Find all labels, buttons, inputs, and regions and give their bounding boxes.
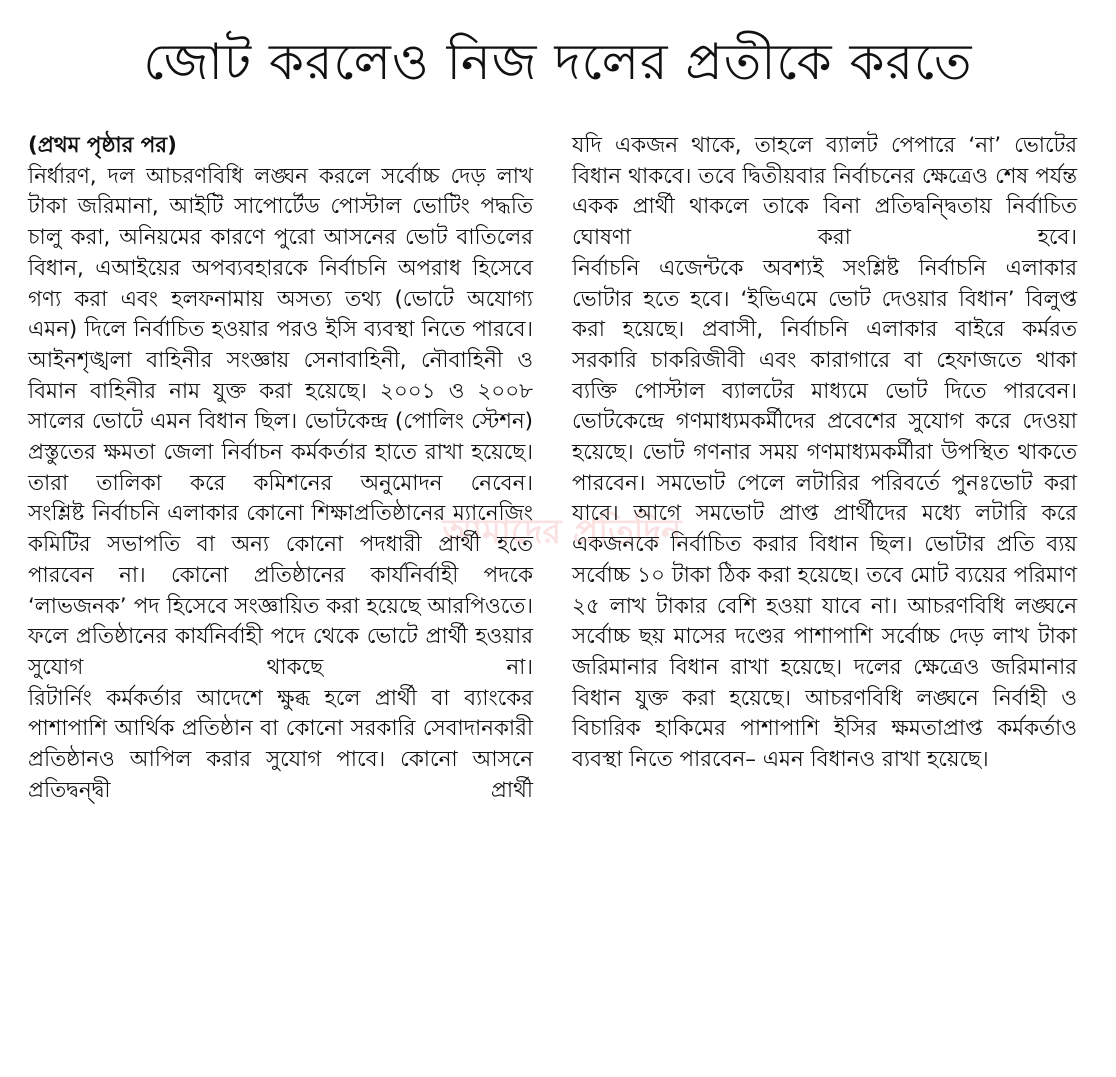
paragraph: আইনশৃঙ্খলা বাহিনীর সংজ্ঞায় সেনাবাহিনী, নৌবাহিনী ও বিমান বাহিনীর নাম যুক্ত করা হয়েছে। ২০০১ ও ২০০৮ সালের ভোটে এমন বিধান ছিল। ভোটকেন্দ্র (পোলিং স্টেশন) প্রস্তুতের ক্ষমতা জেলা নির্বাচন কর্মকর্তার হাতে রাখা হয়েছে। তারা তালিকা করে কমিশনের অনুমোদন নেবেন।: [28, 347, 533, 496]
watermark: আমাদের প্রতিদিন: [442, 512, 682, 552]
paragraph: সংশ্লিষ্ট নির্বাচনি এলাকার কোনো শিক্ষাপ্রতিষ্ঠানের ম্যানেজিং কমিটির সভাপতি বা অন্য কোনো পদধারী প্রার্থী হতে পারবেন না। কোনো প্রতিষ্ঠানের কার্যনির্বাহী পদকে ‘লাভজনক’ পদ হিসেবে সংজ্ঞায়িত করা হয়েছে আরপিওতে। ফলে প্রতিষ্ঠানের কার্যনির্বাহী পদে থেকে ভোটে প্রার্থী হওয়ার সুযোগ থাকছে না।: [28, 501, 533, 680]
paragraph: নির্ধারণ, দল আচরণবিধি লঙ্ঘন করলে সর্বোচ্চ দেড় লাখ টাকা জরিমানা, আইটি সাপোর্টেড পোস্টাল ভোটিং পদ্ধতি চালু করা, অনিয়মের কারণে পুরো আসনের ভোট বাতিলের বিধান, এআইয়ের অপব্যবহারকে নির্বাচনি অপরাধ হিসেবে গণ্য করা এবং হলফনামায় অসত্য তথ্য (ভোটে অযোগ্য এমন) দিলে নির্বাচিত হওয়ার পরও ইসি ব্যবস্থা নিতে পারবে।: [28, 163, 533, 343]
paragraph: রিটার্নিং কর্মকর্তার আদেশে ক্ষুব্ধ হলে প্রার্থী বা ব্যাংকের পাশাপাশি আর্থিক প্রতিষ্ঠান বা কোনো সরকারি সেবাদানকারী প্রতিষ্ঠানও আপিল করার সুযোগ পাবে। কোনো আসনে প্রতিদ্বন্দ্বী প্রার্থী: [28, 685, 533, 803]
paragraph: যদি একজন থাকে, তাহলে ব্যালট পেপারে ‘না’ ভোটের বিধান থাকবে। তবে দ্বিতীয়বার নির্বাচনের ক্ষেত্রেও শেষ পর্যন্ত একক প্রার্থী থাকলে তাকে বিনা প্রতিদ্বন্দ্বিতায় নির্বাচিত ঘোষণা করা হবে।: [572, 133, 1077, 251]
continuation-kicker: (প্রথম পৃষ্ঠার পর): [28, 133, 177, 158]
paragraph: নির্বাচনি এজেন্টকে অবশ্যই সংশ্লিষ্ট নির্বাচনি এলাকার ভোটার হতে হবে। ‘ইভিএমে ভোট দেওয়ার বিধান’ বিলুপ্ত করা হয়েছে। প্রবাসী, নির্বাচনি এলাকার বাইরে কর্মরত সরকারি চাকরিজীবী এবং কারাগারে বা হেফাজতে থাকা ব্যক্তি পোস্টাল ব্যালটের মাধ্যমে ভোট দিতে পারবেন। ভোটকেন্দ্রে গণমাধ্যমকর্মীদের প্রবেশের সুযোগ করে দেওয়া হয়েছে। ভোট গণনার সময় গণমাধ্যমকর্মীরা উপস্থিত থাকতে পারবেন। সমভোট পেলে লটারির পরিবর্তে পুনঃভোট করা যাবে। আগে সমভোট প্রাপ্ত প্রার্থীদের মধ্যে লটারি করে একজনকে নির্বাচিত করার বিধান ছিল। ভোটার প্রতি ব্যয় সর্বোচ্চ ১০ টাকা ঠিক করা হয়েছে। তবে মোট ব্যয়ের পরিমাণ ২৫ লাখ টাকার বেশি হওয়া যাবে না। আচরণবিধি লঙ্ঘনে সর্বোচ্চ ছয় মাসের দণ্ডের পাশাপাশি সর্বোচ্চ দেড় লাখ টাকা জরিমানার বিধান রাখা হয়েছে। দলের ক্ষেত্রেও জরিমানার বিধান যুক্ত করা হয়েছে। আচরণবিধি লঙ্ঘনে নির্বাহী ও বিচারিক হাকিমের পাশাপাশি ইসির ক্ষমতাপ্রাপ্ত কর্মকর্তাও ব্যবস্থা নিতে পারবেন– এমন বিধানও রাখা হয়েছে।: [572, 255, 1077, 773]
headline: জোট করলেও নিজ দলের প্রতীকে করতে: [143, 33, 973, 91]
left-column: [28, 131, 533, 806]
right-column: [572, 131, 1077, 776]
